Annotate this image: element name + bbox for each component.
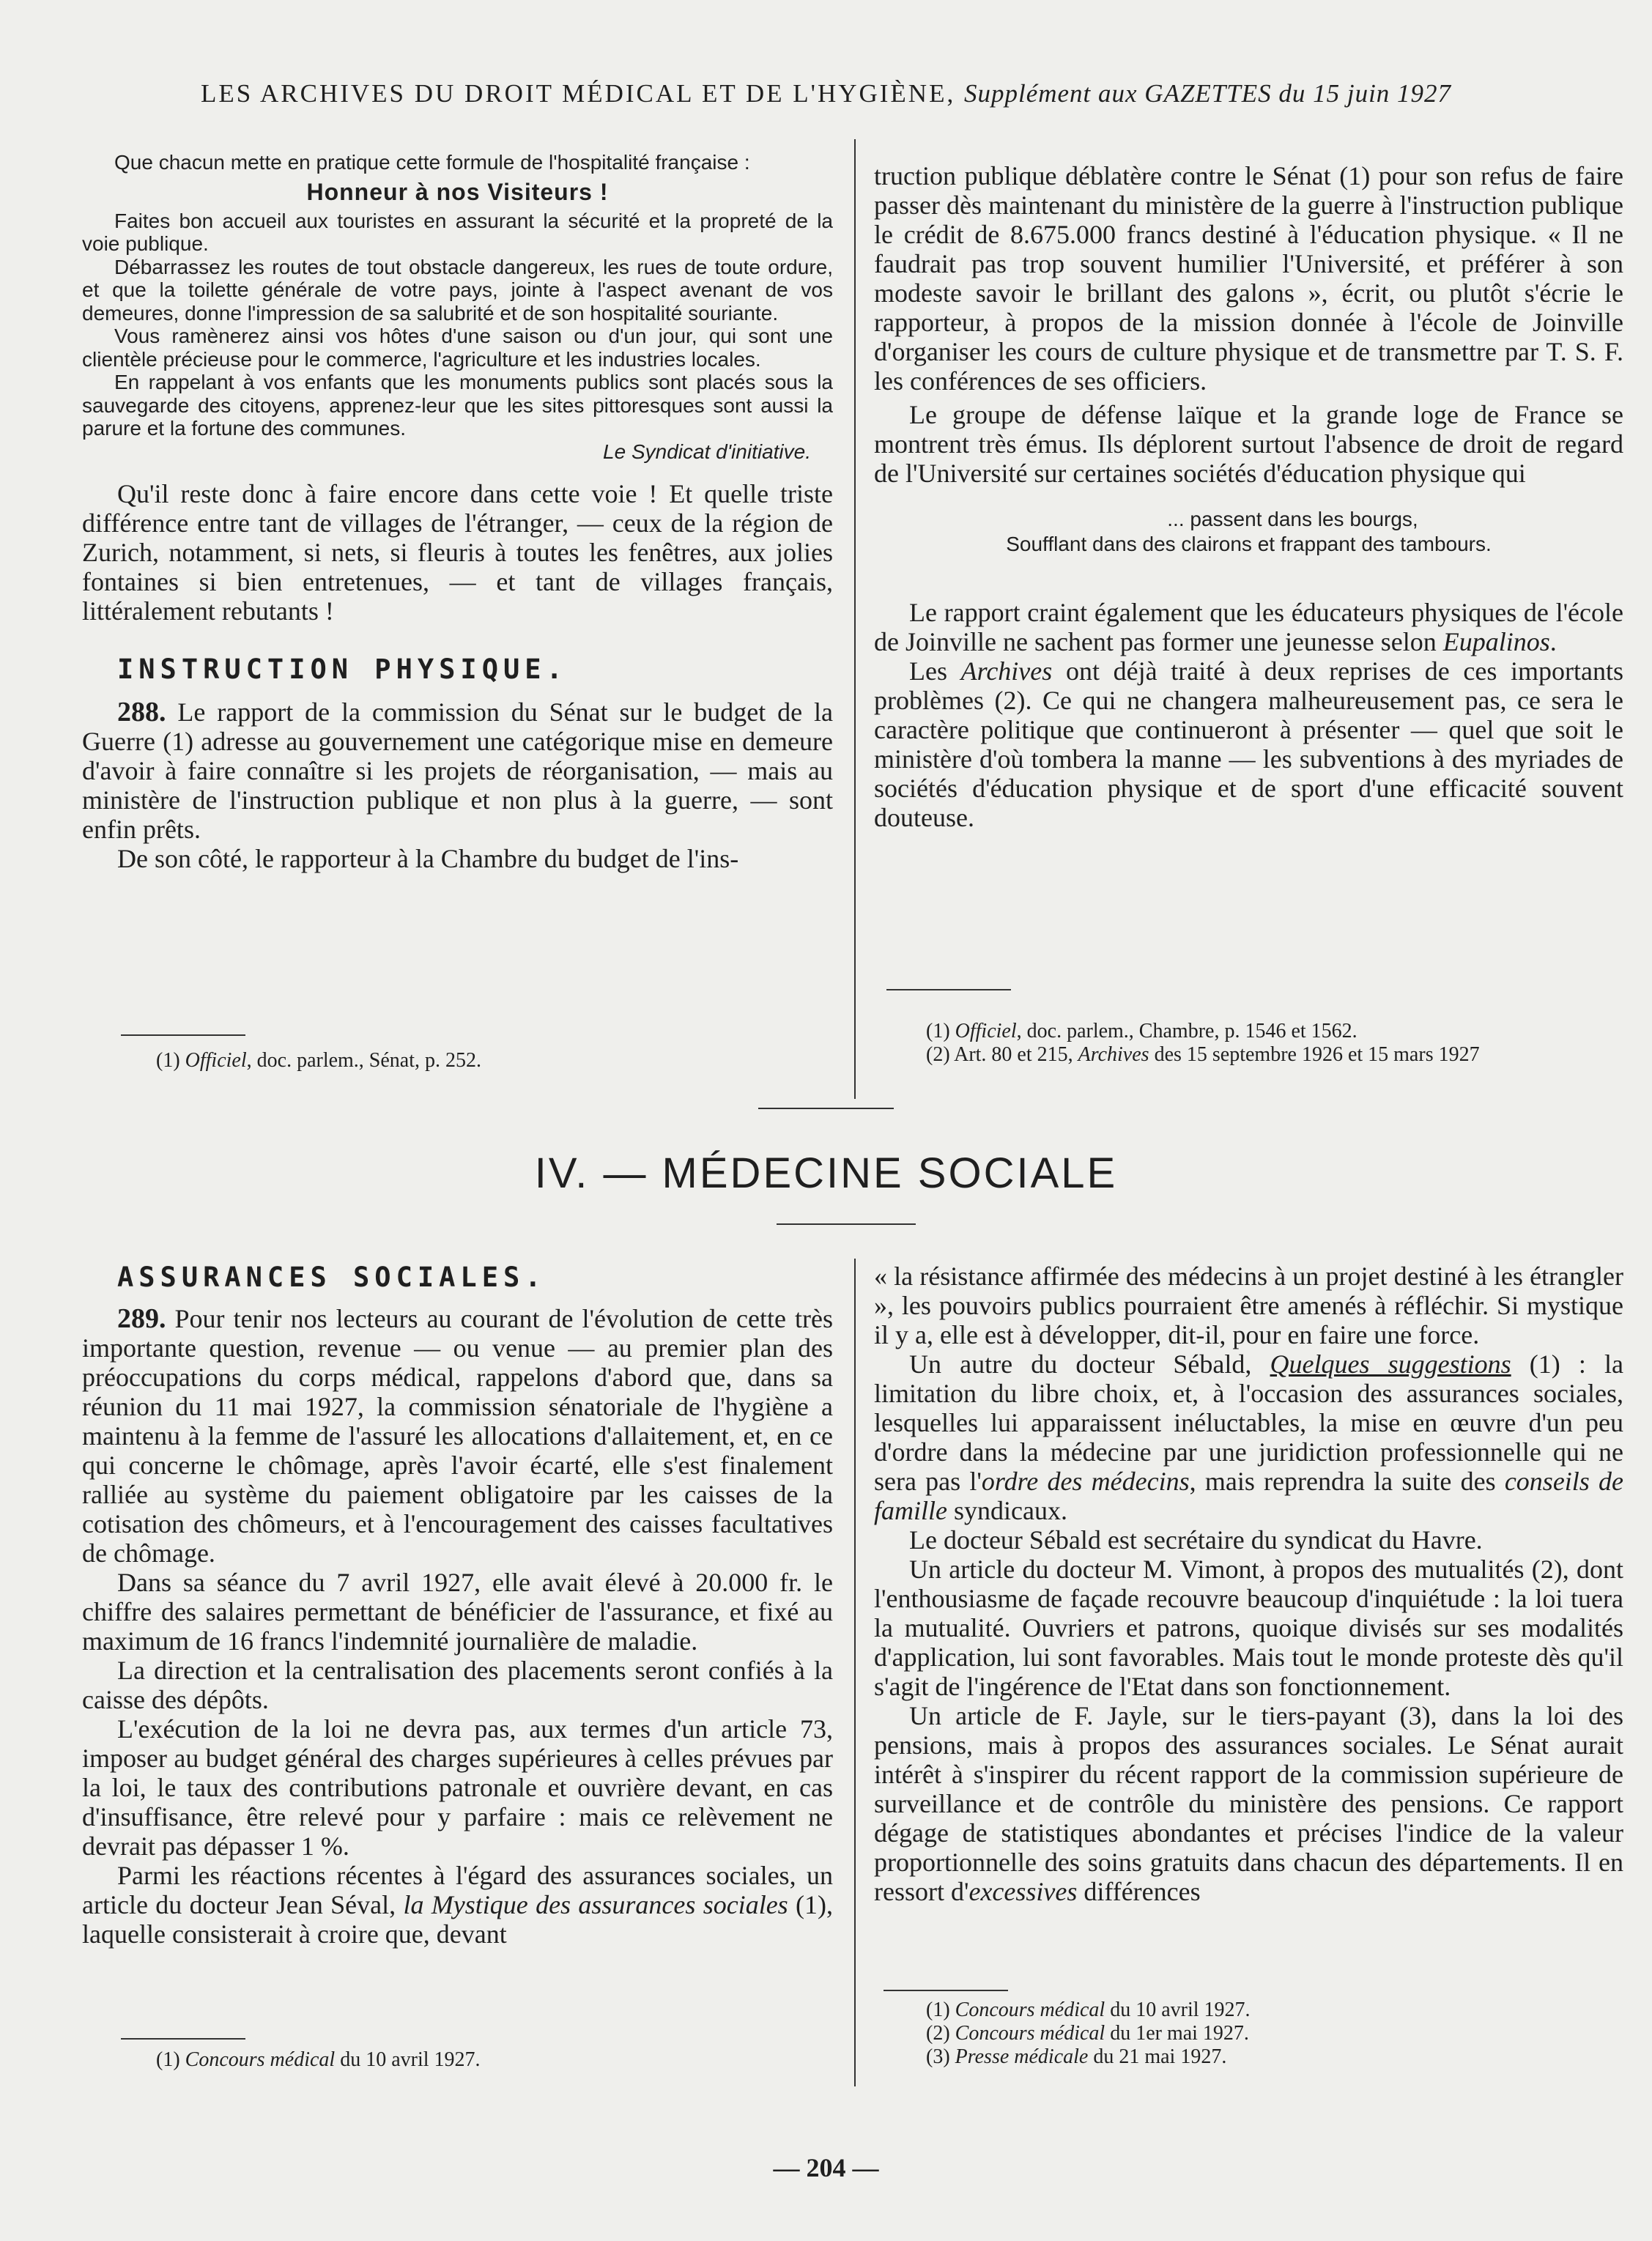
paragraph: truction publique déblatère contre le Sénat (1) pour son refus de faire passer dès maintenant du ministère de la guerre à l'instruction publique le crédit de 8.675.000 francs destiné à l'éducation physique. « Il ne faudrait pas trop souvent humilier l'Université, et préférer à son modeste savoir le brillant des galons », écrit, ou plutôt s'écrie le rapporteur, à propos de la mission donnée à l'école de Joinville d'organiser les cours de culture physique et de transmettre par T. S. F. les conférences de ses officiers.	[874, 161, 1623, 396]
bottom-left-footnotes	[121, 2048, 824, 2072]
paragraph-text: Pour tenir nos lecteurs au courant de l'évolution de cette très importante question, revenue — ou venue — au premier plan des préoccupations du corps médical, rappelons d'abord que, dans sa réunion du 11 mai 1927, la commission sénatoriale de l'hygiène a maintenu à la femme de l'assuré les allocations d'allaitement, et, en ce qui concerne le chômage, après l'avoir écarté, elle s'est finalement ralliée au système du paiement obligatoire par les caisses de la cotisation des chômeurs, et à l'encouragement des caisses facultatives de chômage.	[82, 1304, 834, 1568]
notice-paragraph: Débarrassez les routes de tout obstacle dangereux, les rues de toute ordure, et que la toilette générale de votre pays, jointe à l'aspect avenant de vos demeures, donne l'impression de sa salubrité et de son hospitalité souriante.	[82, 255, 833, 325]
paragraph: Le rapport craint également que les éducateurs physiques de l'école de Joinville ne sachent pas former une jeunesse selon Eupalinos.	[874, 598, 1623, 656]
body-paragraph: Qu'il reste donc à faire encore dans cette voie ! Et quelle triste différence entre tant de villages de l'étranger, — ceux de la région de Zurich, notamment, si nets, si fleuris à toutes les fenêtres, aux jolies fontaines si bien entretenues, — et tant de villages français, littéralement rebutants !	[82, 479, 833, 626]
section-rule-bottom	[777, 1223, 916, 1225]
top-left-column	[82, 151, 833, 873]
column-divider-top	[854, 139, 856, 1099]
notice-paragraph: Vous ramènerez ainsi vos hôtes d'une saison ou d'un jour, qui sont une clientèle précieuse pour le commerce, l'agriculture et les industries locales.	[82, 325, 833, 371]
bottom-right-column	[874, 1262, 1623, 1906]
header-journal-title: LES ARCHIVES DU DROIT MÉDICAL ET DE L'HYGIÈNE,	[200, 79, 956, 108]
paragraph: L'exécution de la loi ne devra pas, aux termes d'un article 73, imposer au budget général des charges supérieures à celles prévues par la loi, le taux des contributions patronale et ouvrière devant, en cas d'insuffisance, être relevé pour y parfaire : mais ce relèvement ne devrait pas dépasser 1 %.	[82, 1714, 833, 1861]
running-header	[0, 79, 1652, 108]
top-right-footnotes	[891, 1020, 1623, 1067]
verse-line: Soufflant dans des clairons et frappant des tambours.	[1006, 533, 1492, 555]
footnote-rule	[121, 1034, 245, 1036]
footnote-1: (1) Concours médical du 10 avril 1927.	[156, 2048, 481, 2071]
top-left-footnotes	[121, 1049, 824, 1073]
page-number: — 204 —	[773, 2153, 879, 2182]
footnote-2: (2) Art. 80 et 215, Archives des 15 septembre 1926 et 15 mars 1927	[926, 1043, 1480, 1066]
footnote-1: (1) Officiel, doc. parlem., Sénat, p. 252.	[156, 1049, 482, 1072]
footnote-2: (2) Concours médical du 1er mai 1927.	[926, 2022, 1249, 2045]
footnote-1: (1) Concours médical du 10 avril 1927.	[926, 1999, 1251, 2021]
notice-intro: Que chacun mette en pratique cette formule de l'hospitalité française :	[114, 151, 750, 174]
paragraph-288-continued: De son côté, le rapporteur à la Chambre du budget de l'ins-	[117, 844, 739, 873]
paragraph: La direction et la centralisation des placements seront confiés à la caisse des dépôts.	[82, 1656, 833, 1714]
section-title-assurances-sociales: ASSURANCES SOCIALES.	[117, 1262, 547, 1293]
footnote-rule	[886, 989, 1011, 990]
notice-paragraph: Faites bon accueil aux touristes en assurant la sécurité et la propreté de la voie publique.	[82, 209, 833, 255]
notice-motto: Honneur à nos Visiteurs !	[306, 178, 609, 205]
footnote-rule	[121, 2038, 245, 2040]
bottom-left-column	[82, 1260, 833, 1949]
bottom-right-footnotes	[891, 1999, 1623, 2069]
paragraph-289	[82, 1304, 833, 1568]
footnote-rule	[884, 1990, 1008, 1991]
paragraph: Un article du docteur M. Vimont, à propos des mutualités (2), dont l'enthousiasme de façade recouvre beaucoup d'inquiétude : la loi tuera la mutualité. Ouvriers et patrons, quoique divisés sur ses modalités d'application, lui sont favorables. Mais tout le monde proteste dès qu'il s'agit de l'ingérence de l'Etat dans son fonctionnement.	[874, 1555, 1623, 1701]
top-right-column	[874, 161, 1623, 832]
footnote-3: (3) Presse médicale du 21 mai 1927.	[926, 2045, 1227, 2068]
paragraph: « la résistance affirmée des médecins à un projet destiné à les étrangler », les pouvoirs publics pourraient être amenés à réfléchir. Si mystique il y a, elle est à développer, dit-il, pour en faire une force.	[874, 1262, 1623, 1349]
paragraph: Un article de F. Jayle, sur le tiers-payant (3), dans la loi des pensions, mais à propos des assurances sociales. Le Sénat aurait intérêt à s'inspirer du récent rapport de la commission supérieure de surveillance et de contrôle du ministère des pensions. Ce rapport dégage de statistiques abondantes et précises l'indice de la valeur proportionnelle des soins gratuits dans chacun des départements. Il en ressort d'excessives différences	[874, 1701, 1623, 1906]
tourism-notice	[82, 151, 833, 463]
paragraph: Les Archives ont déjà traité à deux reprises de ces importants problèmes (2). Ce qui ne changera malheureusement pas, ce sera le caractère politique que continueront à présenter — quel que soit le ministère d'où tombera la manne — les subventions à des myriades de sociétés d'éducation physique et de sport d'une efficacité souvent douteuse.	[874, 656, 1624, 832]
section-rule-top	[758, 1108, 894, 1109]
paragraph: Parmi les réactions récentes à l'égard des assurances sociales, un article du docteur Jean Séval, la Mystique des assurances sociales (1), laquelle consisterait à croire que, devant	[82, 1861, 833, 1949]
paragraph-number: 289.	[117, 1303, 166, 1334]
verse-line: ... passent dans les bourgs,	[1167, 508, 1418, 530]
paragraph: Le docteur Sébald est secrétaire du syndicat du Havre.	[909, 1525, 1483, 1555]
paragraph-number: 288.	[117, 697, 166, 727]
paragraph-288	[82, 697, 833, 844]
header-supplement-date: Supplément aux GAZETTES du 15 juin 1927	[963, 79, 1452, 108]
paragraph: Le groupe de défense laïque et la grande loge de France se montrent très émus. Ils déplorent surtout l'absence de droit de regard de l'Université sur certaines sociétés d'éducation physique qui	[874, 400, 1623, 488]
paragraph: Dans sa séance du 7 avril 1927, elle avait élevé à 20.000 fr. le chiffre des salaires permettant de bénéficier de l'assurance, et fixé au maximum de 16 francs l'indemnité journalière de maladie.	[82, 1568, 833, 1656]
column-divider-bottom	[854, 1259, 856, 2086]
section-title-instruction-physique: INSTRUCTION PHYSIQUE.	[117, 653, 568, 685]
main-heading: IV. — MÉDECINE SOCIALE	[534, 1149, 1118, 1197]
paragraph: Un autre du docteur Sébald, Quelques suggestions (1) : la limitation du libre choix, et, à l'occasion des assurances sociales, lesquelles lui apparaissent inéluctables, la mise en œuvre d'un peu d'ordre dans la médecine par une juridiction professionnelle qui ne sera pas l'ordre des médecins, mais reprendra la suite des conseils de famille syndicaux.	[874, 1349, 1624, 1525]
footnote-1: (1) Officiel, doc. parlem., Chambre, p. 1546 et 1562.	[926, 1020, 1357, 1042]
paragraph-text: Le rapport de la commission du Sénat sur le budget de la Guerre (1) adresse au gouvernement une catégorique mise en demeure d'avoir à faire connaître si les projets de réorganisation, — mais au ministère de l'instruction publique et non plus à la guerre, — sont enfin prêts.	[82, 697, 834, 844]
notice-paragraph: En rappelant à vos enfants que les monuments publics sont placés sous la sauvegarde des citoyens, apprenez-leur que les sites pittoresques sont aussi la parure et la fortune des communes.	[82, 371, 833, 440]
notice-signature: Le Syndicat d'initiative.	[603, 440, 811, 463]
